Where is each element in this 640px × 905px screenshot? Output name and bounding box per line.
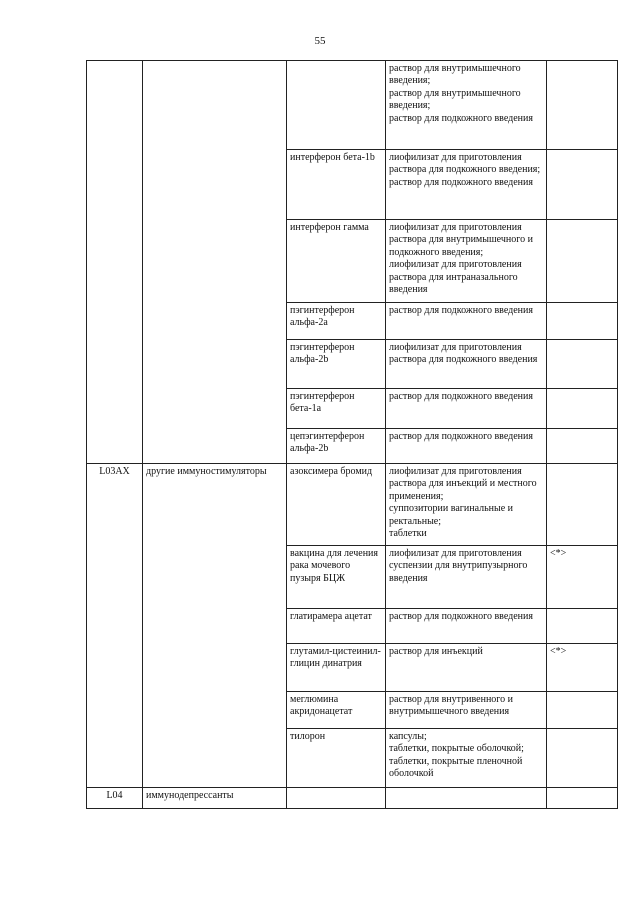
forms-text: лиофилизат для приготовления раствора для внутримышечного и подкожного введения; лиофилизат для приготовления раствора для интраназального введения	[389, 222, 533, 296]
drug-table	[86, 60, 618, 809]
note-cell: <*>	[547, 644, 618, 692]
substance-cell: интерферон бета-1b	[287, 150, 386, 220]
forms-cell	[386, 303, 547, 340]
note-cell: <*>	[547, 546, 618, 609]
note-cell	[547, 429, 618, 464]
atc-code-cell: L04	[87, 788, 143, 809]
note-cell	[547, 692, 618, 729]
forms-cell	[386, 546, 547, 609]
forms-cell	[386, 644, 547, 692]
forms-cell	[386, 340, 547, 389]
substance-cell: меглюмина акридонацетат	[287, 692, 386, 729]
forms-text: лиофилизат для приготовления раствора для подкожного введения	[389, 342, 538, 366]
forms-cell	[386, 389, 547, 429]
substance-cell: глатирамера ацетат	[287, 609, 386, 644]
forms-text: лиофилизат для приготовления суспензии для внутрипузырного введения	[389, 548, 528, 584]
note-cell	[547, 389, 618, 429]
note-cell	[547, 788, 618, 809]
table-row	[87, 61, 618, 150]
forms-text: лиофилизат для приготовления раствора для инъекций и местного применения; суппозитории вагинальные и ректальные; таблетки	[389, 466, 537, 540]
forms-cell	[386, 609, 547, 644]
substance-cell: вакцина для лечения рака мочевого пузыря БЦЖ	[287, 546, 386, 609]
forms-text: раствор для внутривенного и внутримышечного введения	[389, 694, 514, 718]
forms-cell	[386, 692, 547, 729]
note-cell	[547, 340, 618, 389]
forms-text: капсулы; таблетки, покрытые оболочкой; таблетки, покрытые пленочной оболочкой	[389, 731, 524, 780]
note-cell	[547, 150, 618, 220]
group-name-cell	[143, 61, 287, 464]
note-cell	[547, 61, 618, 150]
forms-cell	[386, 220, 547, 303]
forms-text: раствор для подкожного введения	[389, 431, 533, 442]
note-cell	[547, 729, 618, 788]
group-name-cell: другие иммуностимуляторы	[143, 464, 287, 788]
forms-cell	[386, 429, 547, 464]
forms-text: раствор для внутримышечного введения; раствор для внутримышечного введения; раствор для подкожного введения	[389, 63, 533, 124]
forms-text: раствор для инъекций	[389, 646, 483, 657]
page-number: 55	[314, 35, 326, 47]
substance-cell	[287, 61, 386, 150]
note-cell	[547, 609, 618, 644]
forms-cell	[386, 464, 547, 546]
substance-cell: тилорон	[287, 729, 386, 788]
forms-cell	[386, 729, 547, 788]
substance-cell: пэгинтерферон альфа-2a	[287, 303, 386, 340]
note-cell	[547, 220, 618, 303]
note-cell	[547, 303, 618, 340]
table-row	[87, 464, 618, 546]
forms-text: раствор для подкожного введения	[389, 305, 533, 316]
table-row	[87, 788, 618, 809]
atc-code-cell: L03AX	[87, 464, 143, 788]
forms-cell	[386, 61, 547, 150]
forms-cell	[386, 150, 547, 220]
substance-cell: пэгинтерферон бета-1a	[287, 389, 386, 429]
forms-text: лиофилизат для приготовления раствора для подкожного введения; раствор для подкожного введения	[389, 152, 541, 188]
forms-cell	[386, 788, 547, 809]
note-cell	[547, 464, 618, 546]
substance-cell: азоксимера бромид	[287, 464, 386, 546]
forms-text: раствор для подкожного введения	[389, 611, 533, 622]
substance-cell: цепэгинтерферон альфа-2b	[287, 429, 386, 464]
atc-code-cell	[87, 61, 143, 464]
group-name-cell: иммунодепрессанты	[143, 788, 287, 809]
substance-cell	[287, 788, 386, 809]
substance-cell: глутамил-цистеинил-глицин динатрия	[287, 644, 386, 692]
forms-text: раствор для подкожного введения	[389, 391, 533, 402]
substance-cell: интерферон гамма	[287, 220, 386, 303]
substance-cell: пэгинтерферон альфа-2b	[287, 340, 386, 389]
